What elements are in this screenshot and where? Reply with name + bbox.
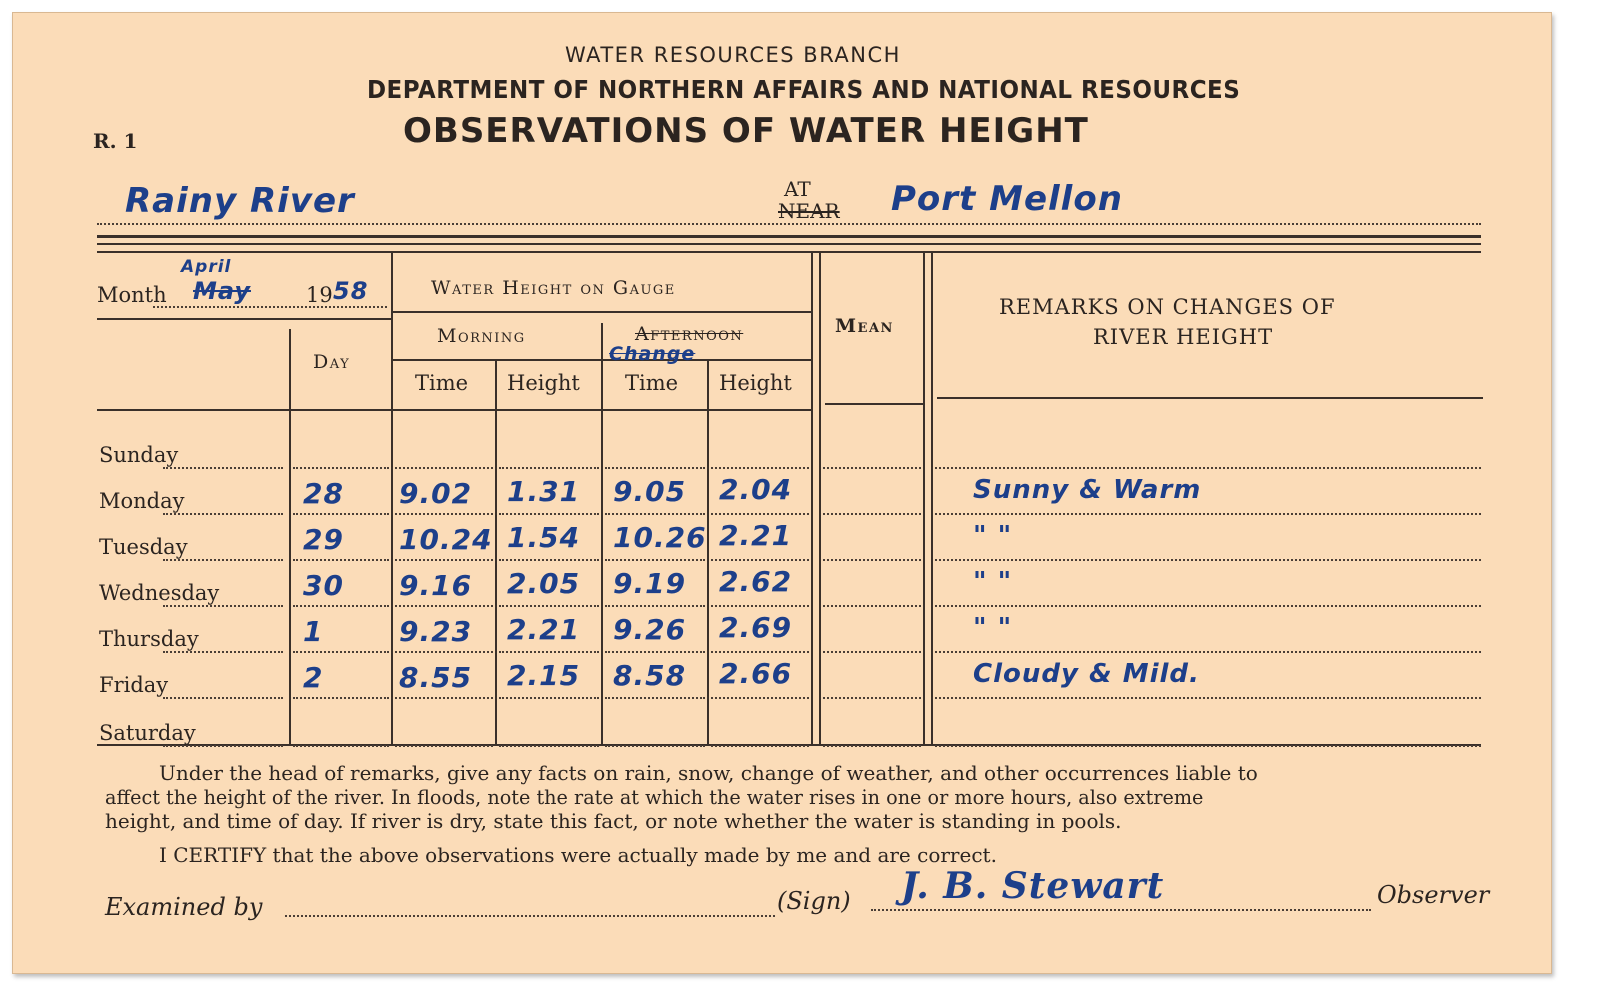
row-dotted-leader <box>293 467 389 469</box>
examined-by-label: Examined by <box>105 893 263 921</box>
instructions-line-2: affect the height of the river. In floods, note the rate at which the water rises in one or more hours, also extreme <box>105 785 1204 809</box>
morning-header: Morning <box>437 325 526 347</box>
vline-mean-right-b <box>931 251 933 745</box>
row-dotted-leader <box>711 745 809 747</box>
month-struck: April <box>181 257 232 277</box>
row-dotted-leader <box>395 697 493 699</box>
row-afternoon-height: 2.62 <box>719 565 793 598</box>
row-morning-time: 9.23 <box>399 615 473 648</box>
row-dotted-leader <box>605 605 705 607</box>
row-dotted-leader <box>935 513 1481 515</box>
observation-card <box>12 12 1552 974</box>
row-dotted-leader <box>293 745 389 747</box>
row-dotted-leader <box>935 697 1481 699</box>
row-dotted-leader <box>499 513 599 515</box>
row-dotted-leader <box>711 651 809 653</box>
row-dotted-leader <box>935 745 1481 747</box>
sign-label: (Sign) <box>777 887 851 915</box>
vline-gauge-right-a <box>811 251 813 745</box>
row-afternoon-height: 2.66 <box>719 657 793 690</box>
header-rule-top <box>97 235 1481 238</box>
row-morning-height: 1.31 <box>507 475 581 508</box>
row-weekday: Friday <box>99 673 169 697</box>
afternoon-header: Afternoon <box>635 323 744 345</box>
afternoon-correction: Change <box>609 343 696 365</box>
vline-morning-right <box>601 323 603 745</box>
row-afternoon-time: 9.05 <box>613 475 687 508</box>
department-title: DEPARTMENT OF NORTHERN AFFAIRS AND NATIONAL RESOURCES <box>367 75 1241 104</box>
year-suffix: 58 <box>333 277 369 305</box>
river-dotted-line <box>97 223 1481 225</box>
row-dotted-leader <box>823 651 921 653</box>
vline-gauge-right-b <box>819 251 821 745</box>
row-morning-time: 8.55 <box>399 661 473 694</box>
form-number: R. 1 <box>93 129 138 153</box>
row-dotted-leader <box>499 745 599 747</box>
morning-height-header: Height <box>507 371 580 395</box>
row-dotted-leader <box>823 605 921 607</box>
row-dotted-leader <box>163 651 283 653</box>
column-header-rule <box>97 409 811 411</box>
row-dotted-leader <box>395 745 493 747</box>
row-remark: " " <box>973 613 1013 643</box>
row-dotted-leader <box>163 745 283 747</box>
year-prefix: 19 <box>306 283 333 307</box>
row-dotted-leader <box>935 605 1481 607</box>
row-day: 28 <box>303 477 344 510</box>
branch-title: WATER RESOURCES BRANCH <box>565 43 901 67</box>
row-dotted-leader <box>823 513 921 515</box>
remarks-header-2: RIVER HEIGHT <box>1093 325 1274 349</box>
row-dotted-leader <box>711 467 809 469</box>
signature-line <box>871 909 1371 911</box>
row-dotted-leader <box>605 697 705 699</box>
river-name: Rainy River <box>125 181 355 221</box>
row-dotted-leader <box>823 745 921 747</box>
instructions-line-1: Under the head of remarks, give any facts on rain, snow, change of weather, and other occurrences liable to <box>159 761 1258 785</box>
page-title: OBSERVATIONS OF WATER HEIGHT <box>403 111 1089 151</box>
row-afternoon-height: 2.69 <box>719 611 793 644</box>
row-dotted-leader <box>605 745 705 747</box>
row-dotted-leader <box>605 513 705 515</box>
mean-rule <box>825 403 923 405</box>
row-afternoon-time: 9.26 <box>613 613 687 646</box>
vline-mean-right-a <box>923 251 925 745</box>
row-afternoon-time: 8.58 <box>613 659 687 692</box>
row-dotted-leader <box>823 697 921 699</box>
day-header: Day <box>313 351 351 373</box>
examined-by-line <box>285 915 775 917</box>
row-morning-height: 2.21 <box>507 613 581 646</box>
vline-month-right <box>391 251 393 745</box>
row-morning-time: 9.02 <box>399 477 473 510</box>
row-weekday: Wednesday <box>99 581 220 605</box>
row-morning-time: 9.16 <box>399 569 473 602</box>
observer-label: Observer <box>1377 881 1490 909</box>
observer-signature: J. B. Stewart <box>901 865 1165 907</box>
row-dotted-leader <box>823 559 921 561</box>
row-dotted-leader <box>935 467 1481 469</box>
row-day: 2 <box>303 661 324 694</box>
row-dotted-leader <box>499 467 599 469</box>
row-weekday: Saturday <box>99 721 196 745</box>
row-dotted-leader <box>711 513 809 515</box>
gauge-header: Water Height on Gauge <box>431 277 676 299</box>
month-value: May <box>193 277 251 305</box>
row-dotted-leader <box>499 651 599 653</box>
row-dotted-leader <box>293 559 389 561</box>
row-weekday: Thursday <box>99 627 199 651</box>
row-dotted-leader <box>711 605 809 607</box>
row-morning-height: 1.54 <box>507 521 581 554</box>
row-dotted-leader <box>163 605 283 607</box>
row-dotted-leader <box>163 697 283 699</box>
row-dotted-leader <box>935 559 1481 561</box>
row-weekday: Monday <box>99 489 185 513</box>
near-label: NEAR <box>778 199 840 223</box>
row-dotted-leader <box>711 697 809 699</box>
row-dotted-leader <box>293 605 389 607</box>
afternoon-time-header: Time <box>625 371 679 395</box>
row-dotted-leader <box>395 559 493 561</box>
row-day: 29 <box>303 523 344 556</box>
vline-mtime-right <box>495 361 497 745</box>
remarks-header: REMARKS ON CHANGES OF <box>999 295 1336 319</box>
row-dotted-leader <box>605 559 705 561</box>
instructions-line-3: height, and time of day. If river is dry, state this fact, or note whether the water is standing in pools. <box>105 809 1122 833</box>
header-rule-bottom <box>97 243 1481 245</box>
row-dotted-leader <box>163 467 283 469</box>
morning-time-header: Time <box>415 371 469 395</box>
row-dotted-leader <box>293 513 389 515</box>
row-dotted-leader <box>605 651 705 653</box>
row-dotted-leader <box>163 513 283 515</box>
row-remark: " " <box>973 567 1013 597</box>
row-day: 1 <box>303 615 324 648</box>
table-top-rule <box>97 251 1481 253</box>
row-dotted-leader <box>605 467 705 469</box>
month-rule <box>97 318 391 320</box>
row-afternoon-height: 2.21 <box>719 519 793 552</box>
row-dotted-leader <box>499 697 599 699</box>
row-morning-time: 10.24 <box>399 523 493 556</box>
row-dotted-leader <box>293 697 389 699</box>
row-afternoon-time: 9.19 <box>613 567 687 600</box>
row-dotted-leader <box>499 559 599 561</box>
certify-statement: I CERTIFY that the above observations were actually made by me and are correct. <box>159 843 997 867</box>
gauge-rule <box>393 311 811 313</box>
row-morning-height: 2.05 <box>507 567 581 600</box>
vline-day-left <box>289 329 291 745</box>
row-dotted-leader <box>935 651 1481 653</box>
vline-atime-right <box>707 361 709 745</box>
remarks-rule <box>937 397 1483 399</box>
row-dotted-leader <box>395 513 493 515</box>
mean-header: Mean <box>835 315 894 337</box>
afternoon-height-header: Height <box>719 371 792 395</box>
row-afternoon-time: 10.26 <box>613 521 707 554</box>
location-name: Port Mellon <box>891 179 1123 219</box>
row-dotted-leader <box>163 559 283 561</box>
at-label: AT <box>784 177 811 201</box>
row-remark: " " <box>973 521 1013 551</box>
row-dotted-leader <box>395 605 493 607</box>
row-morning-height: 2.15 <box>507 659 581 692</box>
row-dotted-leader <box>499 605 599 607</box>
month-label: Month <box>97 283 167 307</box>
row-dotted-leader <box>293 651 389 653</box>
row-afternoon-height: 2.04 <box>719 473 793 506</box>
row-weekday: Tuesday <box>99 535 188 559</box>
row-dotted-leader <box>711 559 809 561</box>
row-dotted-leader <box>395 467 493 469</box>
row-day: 30 <box>303 569 344 602</box>
row-dotted-leader <box>823 467 921 469</box>
row-remark: Sunny & Warm <box>973 475 1202 505</box>
row-weekday: Sunday <box>99 443 179 467</box>
month-dots <box>153 306 387 308</box>
row-remark: Cloudy & Mild. <box>973 659 1200 689</box>
row-dotted-leader <box>395 651 493 653</box>
